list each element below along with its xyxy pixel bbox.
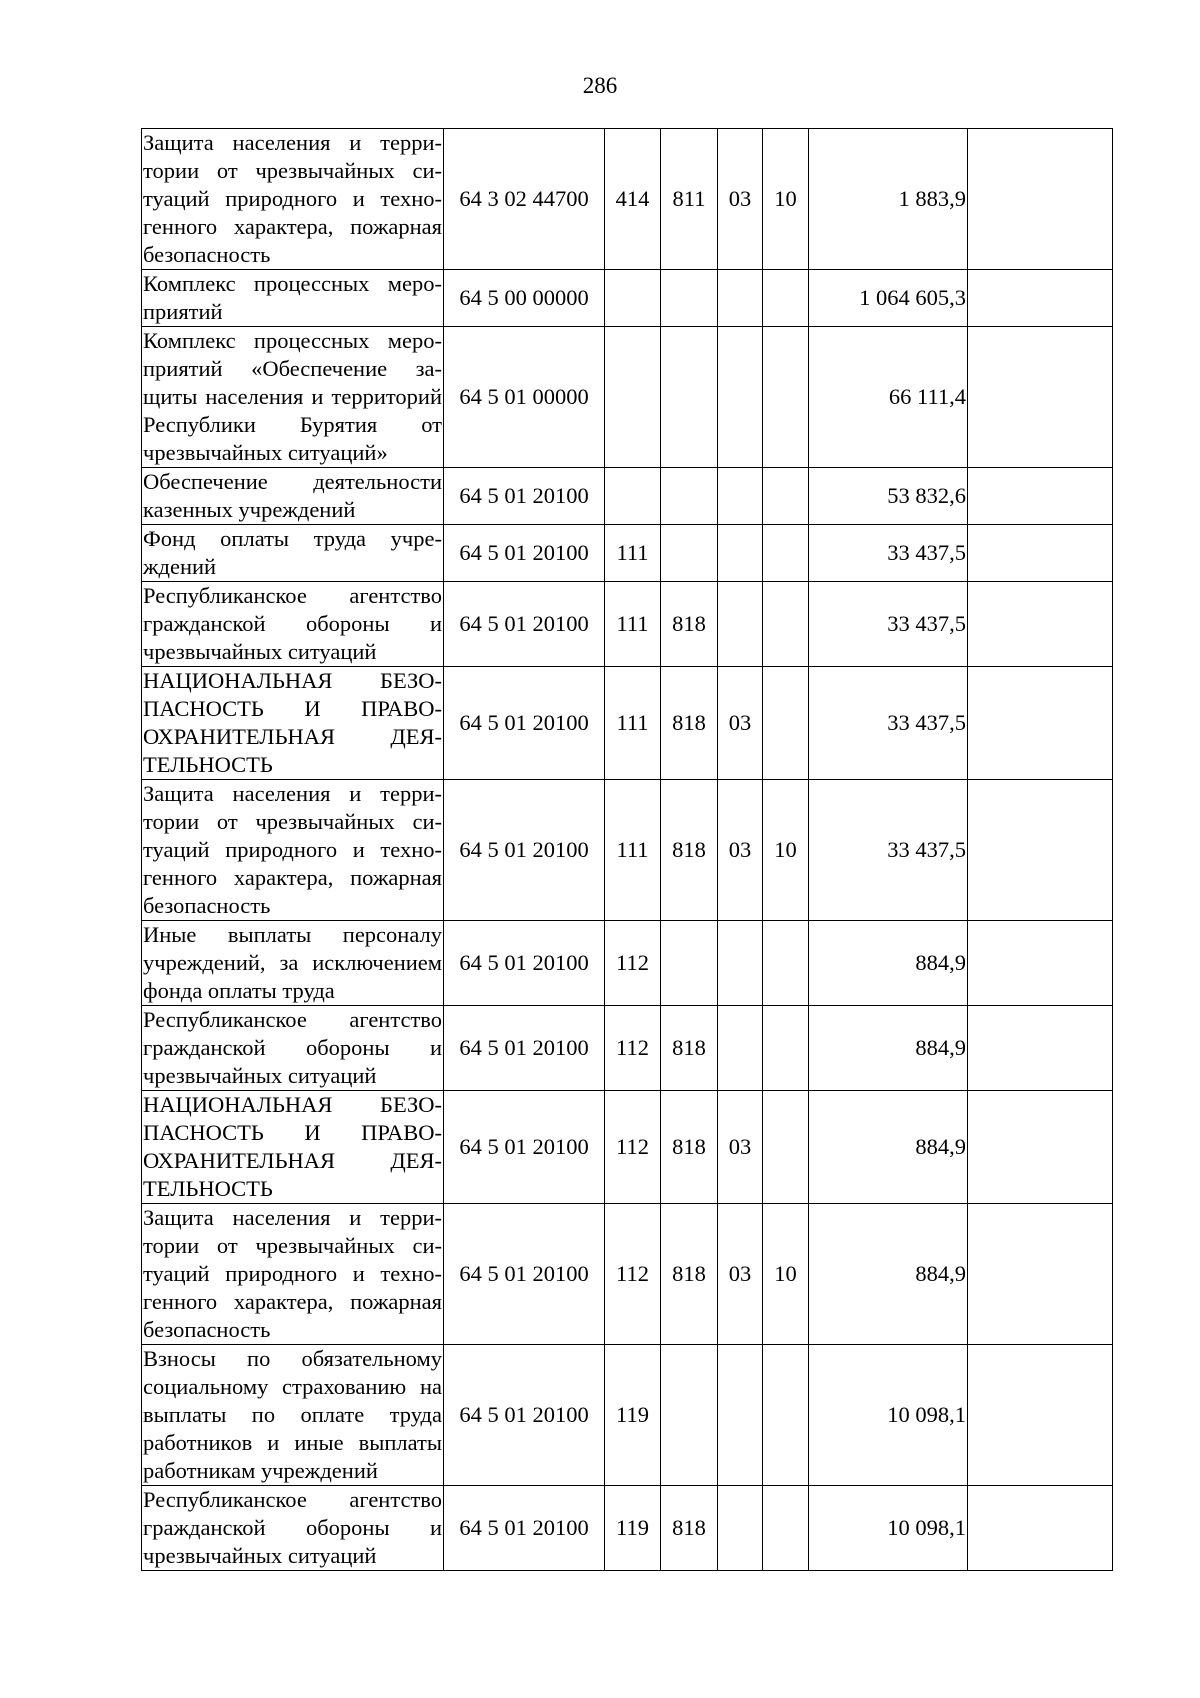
admin-code-cell: 818 <box>661 1006 718 1091</box>
row-name-cell: Республиканское агентство гражданской обороны и чрезвычайных ситуаций <box>142 582 444 667</box>
amount-cell: 10 098,1 <box>809 1486 968 1571</box>
section-cell: 03 <box>718 1204 763 1345</box>
admin-code-cell: 811 <box>661 129 718 270</box>
subsection-cell <box>763 1091 809 1204</box>
section-cell: 03 <box>718 780 763 921</box>
expense-type-cell: 112 <box>605 1091 661 1204</box>
expense-type-cell: 111 <box>605 667 661 780</box>
amount-cell: 1 883,9 <box>809 129 968 270</box>
subsection-cell: 10 <box>763 129 809 270</box>
amount-cell: 1 064 605,3 <box>809 270 968 327</box>
expense-type-cell: 111 <box>605 582 661 667</box>
admin-code-cell: 818 <box>661 780 718 921</box>
section-cell: 03 <box>718 1091 763 1204</box>
target-code-cell: 64 5 01 20100 <box>444 468 605 525</box>
table-row <box>142 327 1113 468</box>
target-code-cell: 64 5 01 20100 <box>444 1204 605 1345</box>
target-code-cell: 64 5 01 20100 <box>444 921 605 1006</box>
table-row <box>142 1091 1113 1204</box>
subsection-cell <box>763 582 809 667</box>
admin-code-cell: 818 <box>661 1204 718 1345</box>
page-number: 286 <box>582 73 618 98</box>
expense-type-cell: 112 <box>605 1204 661 1345</box>
expense-type-cell: 111 <box>605 525 661 582</box>
table-row <box>142 129 1113 270</box>
subsection-cell <box>763 1345 809 1486</box>
expense-type-cell: 119 <box>605 1486 661 1571</box>
row-name-cell: Обеспечение деятельности казенных учреждений <box>142 468 444 525</box>
extra-cell <box>968 129 1113 270</box>
table-row <box>142 667 1113 780</box>
section-cell <box>718 1006 763 1091</box>
expense-type-cell <box>605 468 661 525</box>
section-cell: 03 <box>718 129 763 270</box>
section-cell <box>718 582 763 667</box>
table-row <box>142 468 1113 525</box>
extra-cell <box>968 525 1113 582</box>
admin-code-cell: 818 <box>661 1091 718 1204</box>
extra-cell <box>968 1006 1113 1091</box>
expense-type-cell: 414 <box>605 129 661 270</box>
extra-cell <box>968 780 1113 921</box>
amount-cell: 33 437,5 <box>809 525 968 582</box>
row-name-cell: НАЦИОНАЛЬНАЯ БЕЗОПАСНОСТЬ И ПРАВООХРАНИТЕЛЬНАЯ ДЕЯТЕЛЬНОСТЬ <box>142 1091 444 1204</box>
extra-cell <box>968 1091 1113 1204</box>
extra-cell <box>968 327 1113 468</box>
subsection-cell <box>763 468 809 525</box>
target-code-cell: 64 5 00 00000 <box>444 270 605 327</box>
subsection-cell <box>763 1006 809 1091</box>
table-row <box>142 780 1113 921</box>
amount-cell: 33 437,5 <box>809 582 968 667</box>
amount-cell: 33 437,5 <box>809 780 968 921</box>
extra-cell <box>968 468 1113 525</box>
amount-cell: 10 098,1 <box>809 1345 968 1486</box>
amount-cell: 884,9 <box>809 1204 968 1345</box>
row-name-cell: Республиканское агентство гражданской обороны и чрезвычайных ситуаций <box>142 1486 444 1571</box>
section-cell <box>718 270 763 327</box>
row-name-cell: Республиканское агентство гражданской обороны и чрезвычайных ситуаций <box>142 1006 444 1091</box>
admin-code-cell <box>661 1345 718 1486</box>
table-row <box>142 582 1113 667</box>
target-code-cell: 64 5 01 20100 <box>444 582 605 667</box>
section-cell <box>718 921 763 1006</box>
budget-table-body <box>142 129 1113 1571</box>
amount-cell: 884,9 <box>809 1091 968 1204</box>
budget-table <box>141 128 1113 1571</box>
extra-cell <box>968 582 1113 667</box>
table-row <box>142 1204 1113 1345</box>
expense-type-cell: 119 <box>605 1345 661 1486</box>
extra-cell <box>968 1486 1113 1571</box>
target-code-cell: 64 5 01 20100 <box>444 1486 605 1571</box>
section-cell <box>718 1345 763 1486</box>
target-code-cell: 64 5 01 00000 <box>444 327 605 468</box>
table-row <box>142 270 1113 327</box>
subsection-cell <box>763 525 809 582</box>
table-row <box>142 1486 1113 1571</box>
subsection-cell: 10 <box>763 1204 809 1345</box>
target-code-cell: 64 5 01 20100 <box>444 525 605 582</box>
admin-code-cell: 818 <box>661 1486 718 1571</box>
row-name-cell: Комплекс процессных мероприятий «Обеспечение защиты населения и территорий Республики Бурятия от чрезвычайных ситуаций» <box>142 327 444 468</box>
admin-code-cell <box>661 468 718 525</box>
table-row <box>142 1006 1113 1091</box>
admin-code-cell <box>661 270 718 327</box>
target-code-cell: 64 5 01 20100 <box>444 1006 605 1091</box>
target-code-cell: 64 5 01 20100 <box>444 1345 605 1486</box>
target-code-cell: 64 5 01 20100 <box>444 1091 605 1204</box>
admin-code-cell <box>661 921 718 1006</box>
table-row <box>142 1345 1113 1486</box>
amount-cell: 33 437,5 <box>809 667 968 780</box>
expense-type-cell <box>605 327 661 468</box>
table-row <box>142 921 1113 1006</box>
admin-code-cell <box>661 525 718 582</box>
amount-cell: 884,9 <box>809 921 968 1006</box>
row-name-cell: Взносы по обязательному социальному страхованию на выплаты по оплате труда работников и иные выплаты работникам учреждений <box>142 1345 444 1486</box>
extra-cell <box>968 1345 1113 1486</box>
row-name-cell: НАЦИОНАЛЬНАЯ БЕЗОПАСНОСТЬ И ПРАВООХРАНИТЕЛЬНАЯ ДЕЯТЕЛЬНОСТЬ <box>142 667 444 780</box>
row-name-cell: Защита населения и территории от чрезвычайных ситуаций природного и техногенного характера, пожарная безопасность <box>142 1204 444 1345</box>
expense-type-cell: 112 <box>605 921 661 1006</box>
section-cell <box>718 327 763 468</box>
extra-cell <box>968 667 1113 780</box>
expense-type-cell: 112 <box>605 1006 661 1091</box>
admin-code-cell: 818 <box>661 667 718 780</box>
subsection-cell <box>763 270 809 327</box>
section-cell <box>718 1486 763 1571</box>
target-code-cell: 64 5 01 20100 <box>444 780 605 921</box>
table-row <box>142 525 1113 582</box>
amount-cell: 884,9 <box>809 1006 968 1091</box>
admin-code-cell: 818 <box>661 582 718 667</box>
amount-cell: 66 111,4 <box>809 327 968 468</box>
expense-type-cell <box>605 270 661 327</box>
row-name-cell: Комплекс процессных мероприятий <box>142 270 444 327</box>
section-cell <box>718 525 763 582</box>
amount-cell: 53 832,6 <box>809 468 968 525</box>
subsection-cell <box>763 327 809 468</box>
subsection-cell <box>763 1486 809 1571</box>
subsection-cell <box>763 921 809 1006</box>
extra-cell <box>968 1204 1113 1345</box>
subsection-cell <box>763 667 809 780</box>
section-cell: 03 <box>718 667 763 780</box>
extra-cell <box>968 270 1113 327</box>
row-name-cell: Защита населения и территории от чрезвычайных ситуаций природного и техногенного характера, пожарная безопасность <box>142 780 444 921</box>
expense-type-cell: 111 <box>605 780 661 921</box>
admin-code-cell <box>661 327 718 468</box>
extra-cell <box>968 921 1113 1006</box>
row-name-cell: Фонд оплаты труда учреждений <box>142 525 444 582</box>
target-code-cell: 64 5 01 20100 <box>444 667 605 780</box>
subsection-cell: 10 <box>763 780 809 921</box>
section-cell <box>718 468 763 525</box>
target-code-cell: 64 3 02 44700 <box>444 129 605 270</box>
row-name-cell: Защита населения и территории от чрезвычайных ситуаций природного и техногенного характера, пожарная безопасность <box>142 129 444 270</box>
row-name-cell: Иные выплаты персоналу учреждений, за исключением фонда оплаты труда <box>142 921 444 1006</box>
